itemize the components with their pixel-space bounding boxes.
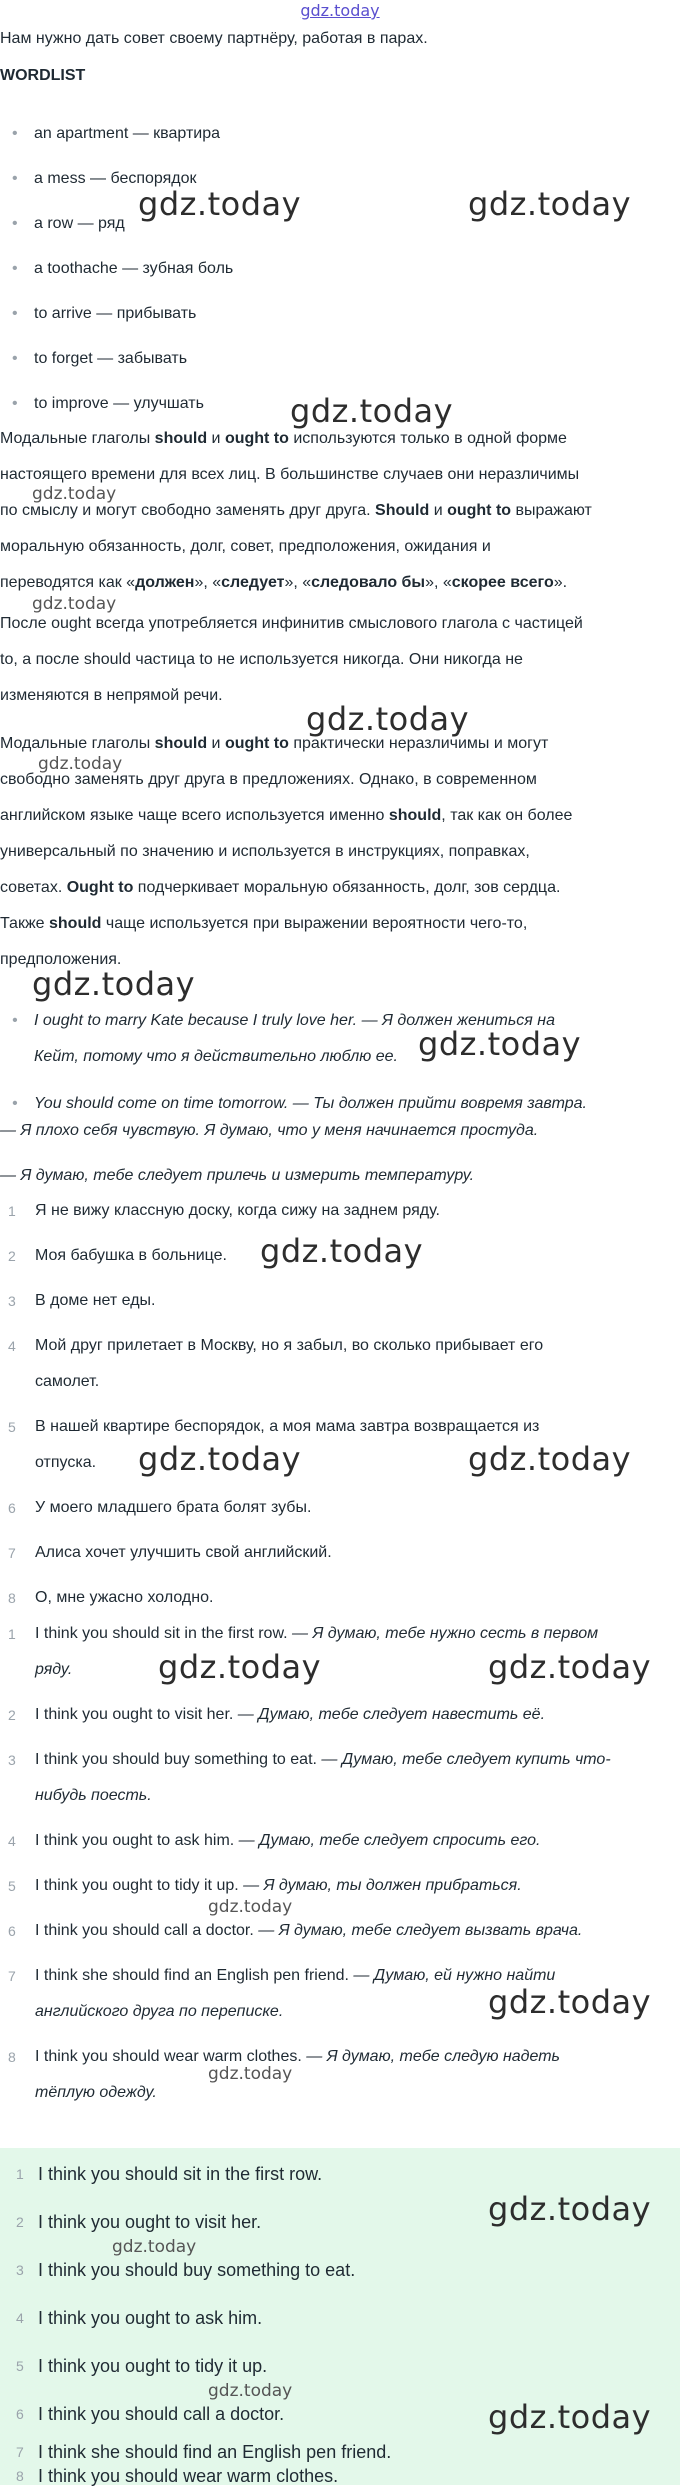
theory-line: переводятся как «должен», «следует», «следовало бы», «скорее всего». xyxy=(0,574,568,591)
translation-item: 7 I think she should find an English pen friend. — Думаю, ей нужно найти английского друга по переписке. xyxy=(8,1967,556,2020)
example-item: • You should come on time tomorrow. — Ты должен прийти вовремя завтра. xyxy=(12,1086,672,1122)
wordlist-item: • to arrive — прибывать xyxy=(12,302,672,326)
watermark: gdz.today xyxy=(32,594,117,614)
situation-item: 1 Я не вижу классную доску, когда сижу на заднем ряду. xyxy=(8,1202,440,1219)
theory-line: Также should чаще используется при выражении вероятности чего-то, xyxy=(0,915,528,932)
wordlist-item: • to improve — улучшать xyxy=(12,392,672,416)
watermark: gdz.today xyxy=(208,2064,293,2084)
translation-item: 3 I think you should buy something to eat. — Думаю, тебе следует купить что- нибудь поесть. xyxy=(8,1751,611,1804)
watermark: gdz.today xyxy=(468,185,632,223)
wordlist-item: • a toothache — зубная боль xyxy=(12,257,672,281)
watermark: gdz.today xyxy=(488,1648,652,1686)
theory-line: изменяются в непрямой речи. xyxy=(0,687,223,704)
theory-line: предположения. xyxy=(0,951,122,968)
watermark: gdz.today xyxy=(290,392,454,430)
theory-line: моральную обязанность, долг, совет, предположения, ожидания и xyxy=(0,538,491,555)
theory-line: советах. Ought to подчеркивает моральную обязанность, долг, зов сердца. xyxy=(0,879,561,896)
wordlist-item: • a row — ряд xyxy=(12,212,672,236)
theory-line: После ought всегда употребляется инфинитив смыслового глагола с частицей xyxy=(0,615,583,632)
situation-item: 2 Моя бабушка в больнице. xyxy=(8,1247,227,1264)
theory-line: to, а после should частица to не используется никогда. Они никогда не xyxy=(0,651,523,668)
theory-line: по смыслу и могут свободно заменять друг друга. Should и ought to выражают xyxy=(0,502,592,519)
watermark: gdz.today xyxy=(208,2381,293,2401)
watermark: gdz.today xyxy=(468,1440,632,1478)
watermark: gdz.today xyxy=(488,2190,652,2228)
situation-item: 8 О, мне ужасно холодно. xyxy=(8,1589,214,1606)
translation-item: 5 I think you ought to tidy it up. — Я думаю, ты должен прибраться. xyxy=(8,1877,522,1894)
watermark: gdz.today xyxy=(488,1983,652,2021)
dialog-line: — Я плохо себя чувствую. Я думаю, что у меня начинается простуда. xyxy=(0,1122,539,1139)
watermark: gdz.today xyxy=(112,2237,197,2257)
translation-item: 2 I think you ought to visit her. — Думаю, тебе следует навестить её. xyxy=(8,1706,546,1723)
theory-line: универсальный по значению и используется в инструкциях, поправках, xyxy=(0,843,530,860)
watermark: gdz.today xyxy=(138,185,302,223)
dialog-line: — Я думаю, тебе следует прилечь и измерить температуру. xyxy=(0,1167,475,1184)
watermark: gdz.today xyxy=(32,484,117,504)
watermark: gdz.today xyxy=(418,1025,582,1063)
intro-text: Нам нужно дать совет своему партнёру, работая в парах. xyxy=(0,30,428,47)
watermark: gdz.today xyxy=(208,1897,293,1917)
watermark: gdz.today xyxy=(488,2398,652,2436)
translation-item: 1 I think you should sit in the first row. — Я думаю, тебе нужно сесть в первом ряду. xyxy=(8,1625,599,1678)
watermark: gdz.today xyxy=(38,754,123,774)
watermark: gdz.today xyxy=(158,1648,322,1686)
watermark: gdz.today xyxy=(138,1440,302,1478)
theory-line: английском языке чаще всего используется именно should, так как он более xyxy=(0,807,573,824)
theory-line: свободно заменять друг друга в предложениях. Однако, в современном xyxy=(0,771,537,788)
watermark: gdz.today xyxy=(32,965,196,1003)
wordlist-item: • an apartment — квартира xyxy=(12,122,672,146)
translation-item: 8 I think you should wear warm clothes. — Я думаю, тебе следую надеть тёплую одежду. xyxy=(8,2048,560,2101)
theory-line: Модальные глаголы should и ought to практически неразличимы и могут xyxy=(0,735,549,752)
site-link[interactable]: gdz.today xyxy=(300,1,380,20)
translation-item: 4 I think you ought to ask him. — Думаю, тебе следует спросить его. xyxy=(8,1832,541,1849)
watermark: gdz.today xyxy=(260,1232,424,1270)
example-item: • I ought to marry Kate because I truly love her. — Я должен жениться на Кейт, потому что я действительно люблю ее. xyxy=(12,1003,672,1075)
theory-line: Модальные глаголы should и ought to используются только в одной форме xyxy=(0,430,567,447)
wordlist-item: • to forget — забывать xyxy=(12,347,672,371)
wordlist-title: WORDLIST xyxy=(0,67,86,84)
answers-block: 1 I think you should sit in the first row. 2 I think you ought to visit her. 3 I think you should buy something to eat. 4 I think you ought to ask him. 5 I think you ought to tidy it up. 6 I think you should call a doctor. 7 I think she should find an English pen friend. 8 I think you should wear warm clothes. xyxy=(0,2148,680,2485)
situation-item: 5 В нашей квартире беспорядок, а моя мама завтра возвращается из отпуска. xyxy=(8,1418,540,1471)
theory-line: настоящего времени для всех лиц. В большинстве случаев они неразличимы xyxy=(0,466,580,483)
watermark: gdz.today xyxy=(306,700,470,738)
wordlist-item: • a mess — беспорядок xyxy=(12,167,672,191)
situation-item: 4 Мой друг прилетает в Москву, но я забыл, во сколько прибывает его самолет. xyxy=(8,1337,544,1390)
situation-item: 3 В доме нет еды. xyxy=(8,1292,156,1309)
translation-item: 6 I think you should call a doctor. — Я думаю, тебе следует вызвать врача. xyxy=(8,1922,583,1939)
situation-item: 6 У моего младшего брата болят зубы. xyxy=(8,1499,312,1516)
situation-item: 7 Алиса хочет улучшить свой английский. xyxy=(8,1544,332,1561)
